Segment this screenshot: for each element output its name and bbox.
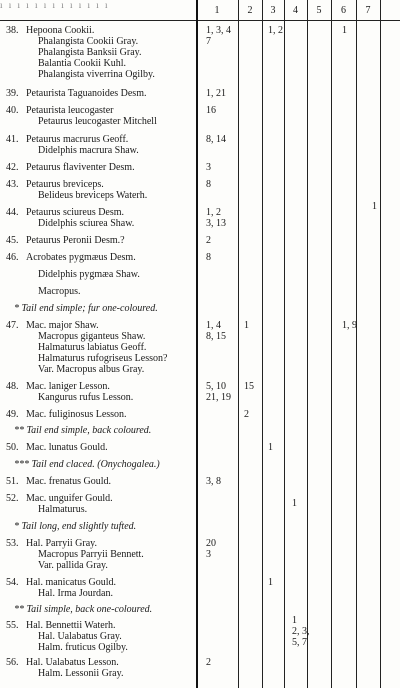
entry-number: 45.	[6, 235, 19, 246]
synonym-name: Balantia Cookii Kuhl.	[38, 58, 127, 69]
synonym-name: Hal. Ualabatus Gray.	[38, 631, 122, 642]
reference-cell: 1, 2	[206, 207, 221, 218]
column-header: 6	[341, 5, 346, 16]
reference-cell: 8	[206, 252, 211, 263]
column-rule	[356, 0, 357, 688]
species-name: Hepoona Cookii.	[26, 25, 95, 36]
synonym-name: Phalangista Banksii Gray.	[38, 47, 142, 58]
column-header: 3	[270, 5, 276, 16]
synonym-name: Didelphis macrura Shaw.	[38, 145, 139, 156]
species-name: Mac. lunatus Gould.	[26, 442, 108, 453]
entry-number: 52.	[6, 493, 19, 504]
reference-cell: 21, 19	[206, 392, 231, 403]
group-note: ** Tail simple, back one-coloured.	[14, 604, 153, 615]
group-note: * Tail long, end slightly tufted.	[14, 521, 137, 532]
reference-cell: 1	[268, 442, 273, 453]
synonym-name: Hal. Irma Jourdan.	[38, 588, 113, 599]
species-name: Mac. fuliginosus Lesson.	[26, 409, 127, 420]
reference-cell: 1	[292, 615, 297, 626]
species-name: Hal. Ualabatus Lesson.	[26, 657, 119, 668]
entry-number: 49.	[6, 409, 19, 420]
species-name: Mac. major Shaw.	[26, 320, 99, 331]
reference-cell: 3, 13	[206, 218, 226, 229]
column-header: 5	[316, 5, 322, 16]
synonym-name: Belideus breviceps Waterh.	[38, 190, 148, 201]
species-name: Mac. frenatus Gould.	[26, 476, 111, 487]
entry-number: 47.	[6, 320, 19, 331]
entry-number: 44.	[6, 207, 19, 218]
species-name: Petaurus sciureus Desm.	[26, 207, 125, 218]
entry-number: 38.	[6, 25, 19, 36]
reference-cell: 1, 21	[206, 88, 226, 99]
species-name: Hal. Bennettii Waterh.	[26, 620, 116, 631]
entry-number: 55.	[6, 620, 19, 631]
reference-cell: 1	[372, 201, 377, 212]
column-rule	[262, 0, 263, 688]
synonym-name: Halmaturus.	[38, 504, 88, 515]
species-name: Mac. unguifer Gould.	[26, 493, 113, 504]
species-name: Petaurista Taguanoides Desm.	[26, 88, 147, 99]
synonym-name: Var. Macropus albus Gray.	[38, 364, 145, 375]
column-rule	[307, 0, 308, 688]
reference-cell: 16	[206, 105, 216, 116]
synonym-name: Macropus Parryii Bennett.	[38, 549, 144, 560]
column-rule	[238, 0, 239, 688]
species-name: Petaurus breviceps.	[26, 179, 104, 190]
entry-number: 50.	[6, 442, 19, 453]
column-header: 7	[365, 5, 371, 16]
reference-cell: 3, 8	[206, 476, 221, 487]
reference-cell: 8, 14	[206, 134, 226, 145]
synonym-name: Halm. fruticus Ogilby.	[38, 642, 128, 653]
column-header: 1	[214, 5, 220, 16]
reference-cell: 1	[268, 577, 273, 588]
species-name: Mac. laniger Lesson.	[26, 381, 110, 392]
reference-cell: 3	[206, 549, 211, 560]
species-name: Hal. manicatus Gould.	[26, 577, 116, 588]
entry-number: 46.	[6, 252, 19, 263]
entry-number: 39.	[6, 88, 19, 99]
reference-cell: 2	[244, 409, 249, 420]
species-name: Petaurus macrurus Geoff.	[26, 134, 129, 145]
synonym-name: Halm. Lessonii Gray.	[38, 668, 124, 679]
species-name: Hal. Parryii Gray.	[26, 538, 97, 549]
species-name: Petaurista leucogaster	[26, 105, 114, 116]
column-header: 2	[247, 5, 253, 16]
top-strip: ı ı ı ı ı ı ı ı ı ı ı ı ı	[0, 0, 110, 10]
synonym-name: Phalangista viverrina Ogilby.	[38, 69, 155, 80]
column-header: 4	[293, 5, 298, 16]
header-rule	[0, 20, 400, 21]
reference-cell: 1, 2	[268, 25, 283, 36]
entry-number: 43.	[6, 179, 19, 190]
reference-cell: 1, 4	[206, 320, 221, 331]
reference-cell: 8	[206, 179, 211, 190]
reference-cell: 15	[244, 381, 254, 392]
column-rule	[196, 0, 198, 688]
reference-cell: 1, 9	[342, 320, 357, 331]
column-rule	[380, 0, 381, 688]
species-name: Petaurus flaviventer Desm.	[26, 162, 135, 173]
reference-cell: 20	[206, 538, 216, 549]
entry-number: 40.	[6, 105, 19, 116]
group-note: * Tail end simple; fur one-coloured.	[14, 303, 158, 314]
reference-cell: 8, 15	[206, 331, 226, 342]
synonym-name: Petaurus leucogaster Mitchell	[38, 116, 157, 127]
entry-number: 54.	[6, 577, 19, 588]
reference-cell: 2	[206, 235, 211, 246]
reference-cell: 1	[244, 320, 249, 331]
reference-cell: 1	[292, 498, 297, 509]
synonym-name: Kangurus rufus Lesson.	[38, 392, 134, 403]
synonym-name: Didelphis pygmæa Shaw.	[38, 269, 140, 280]
synonym-name: Macropus.	[38, 286, 81, 297]
reference-cell: 7	[206, 36, 211, 47]
entry-number: 42.	[6, 162, 19, 173]
entry-number: 51.	[6, 476, 19, 487]
entry-number: 53.	[6, 538, 19, 549]
synonym-name: Halmaturus labiatus Geoff.	[38, 342, 147, 353]
group-note: *** Tail end claced. (Onychogalea.)	[14, 459, 160, 470]
reference-cell: 1	[342, 25, 347, 36]
reference-cell: 2	[206, 657, 211, 668]
synonym-name: Phalangista Cookii Gray.	[38, 36, 139, 47]
group-note: ** Tail end simple, back coloured.	[14, 425, 152, 436]
column-rule	[331, 0, 332, 688]
synonym-name: Macropus giganteus Shaw.	[38, 331, 146, 342]
reference-cell: 5, 7	[292, 637, 307, 648]
reference-cell: 1, 3, 4	[206, 25, 231, 36]
reference-cell: 3	[206, 162, 211, 173]
reference-cell: 2, 3,	[292, 626, 310, 637]
entry-number: 56.	[6, 657, 19, 668]
synonym-name: Didelphis sciurea Shaw.	[38, 218, 135, 229]
synonym-name: Halmaturus rufogriseus Lesson?	[38, 353, 168, 364]
synonym-name: Var. pallida Gray.	[38, 560, 108, 571]
species-name: Acrobates pygmæus Desm.	[26, 252, 136, 263]
species-name: Petaurus Peronii Desm.?	[26, 235, 125, 246]
entry-number: 41.	[6, 134, 19, 145]
column-rule	[284, 0, 285, 688]
entry-number: 48.	[6, 381, 19, 392]
reference-cell: 5, 10	[206, 381, 226, 392]
